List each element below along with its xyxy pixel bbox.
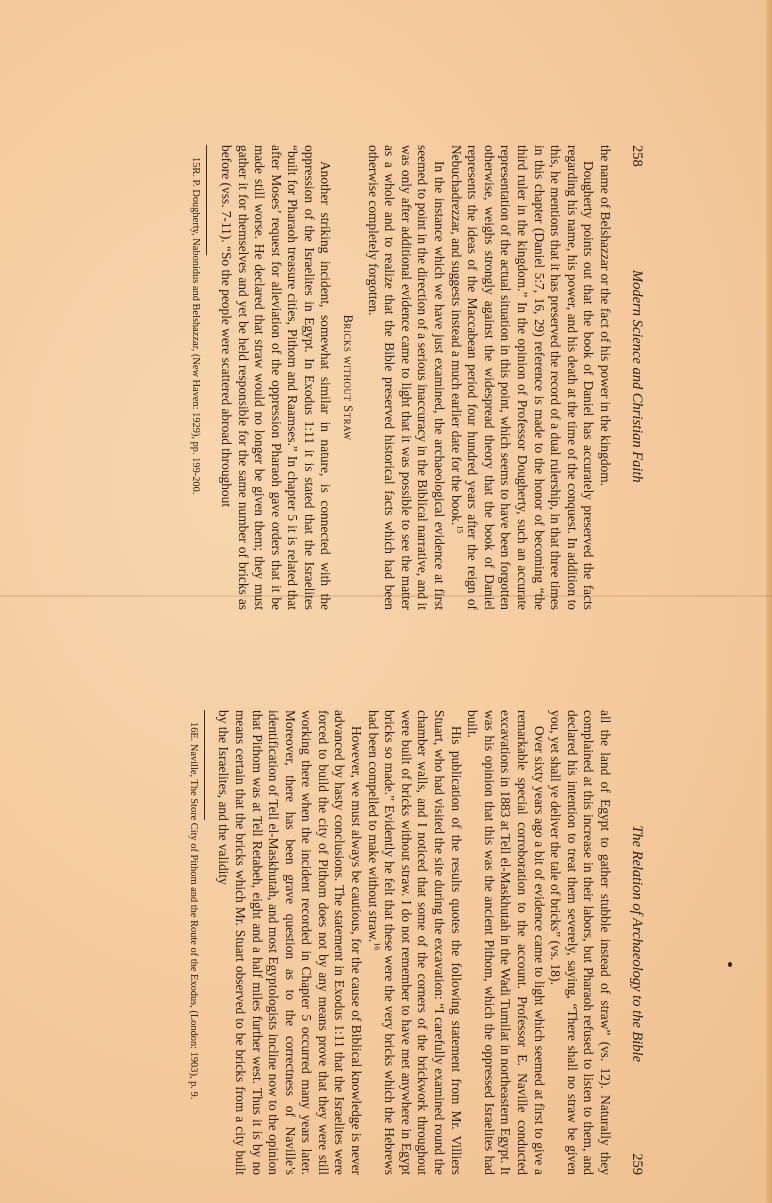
footnote-rule	[206, 145, 207, 255]
book-spread	[65, 145, 645, 1175]
paragraph: In the instance which we have just examined, the archaeological evidence at first seemed to point in the direction of a serious inaccuracy in the Biblical narrative, and it was only after additional evidence came to light that it was possible to see the matter as a whole and to realize that the Bible preserved historical facts which had been otherwise completely forgotten.	[365, 145, 448, 610]
section-heading: Bricks without Straw	[341, 314, 356, 441]
paragraph: all the land of Egypt to gather stubble instead of straw” (vs. 12). Naturally they complained at this increase in their labors, but Pharaoh refused to listen to them, and declared his intention to treat them severely, saying, “There shall no straw be given you, yet shall ye deliver the tale of bricks” (vs. 18).	[548, 710, 613, 1175]
footnote-text: 15R. P. Dougherty, Nabonidus and Belshazzar, (New Haven: 1929), pp. 199-200.	[190, 157, 202, 495]
footnote-marker: 15	[455, 525, 465, 534]
right-page-body	[215, 710, 613, 1175]
paragraph-text: His publication of the results quotes the following statement from Mr. Villiers Stuart, who had visited the site during the excavation: “I carefully examined round the chamber walls, and I noticed that some of the corners of the brickwork throughout were built of bricks without straw. I do not remember to have met anywhere in Egypt bricks so made.” Evidently he felt that these were the very bricks which the Hebrews had been compelled to make without straw.	[365, 710, 464, 1175]
footnote-text: 16E. Naville, The Store City of Pithom and the Route of the Exodus, (London: 1903), p. 9.	[187, 722, 199, 1100]
footnote-marker: 16	[372, 942, 382, 951]
right-page-header	[623, 710, 645, 1175]
paper-edge	[766, 0, 772, 1203]
ink-speck	[728, 962, 732, 967]
page-number: 258	[629, 145, 645, 167]
paragraph: Another striking incident, somewhat similar in nature, is connected with the oppression of the Israelites in Egypt. In Exodus 1:11 it is stated that the Israelites “built for Pharaoh treasure cities, Pithom and Raamses.” In chapter 5 it is related that after Moses’ request for alleviation of the oppression Pharaoh gave orders that it be made still worse. He declared that straw would no longer be given them; they must gather it for themselves and yet be held responsible for the same number of bricks as before (vss. 7-11). “So the people were scattered abroad throughout	[218, 145, 334, 610]
running-head: Modern Science and Christian Faith	[629, 270, 645, 483]
footnote	[189, 145, 202, 610]
paragraph	[447, 145, 596, 610]
page-number: 259	[629, 1153, 645, 1175]
paragraph	[364, 710, 464, 1175]
left-page-body	[217, 145, 613, 610]
paragraph: Over sixty years ago a bit of evidence came to light which seemed at first to give a remarkable special corroboration to the account. Professor E. Naville conducted excavations in 1883 at Tell el-Maskhutah in the Wadi Tumilat in northeastern Egypt. It was his opinion that this was the ancient Pithom, which the oppressed Israelites had built.	[465, 710, 547, 1175]
paragraph: the name of Belshazzar or the fact of his power in the kingdom.	[598, 145, 613, 486]
paragraph-text: Dougherty points out that the book of Daniel has accurately preserved the facts regarding his name, his power, and his death at the time of the conquest. In addition to this, he mentions that it has preserved the record of a dual rulership, in that three times in this chapter (Daniel 5:7, 16, 29) reference is made to the honor of becoming “the third ruler in the kingdom.” In the opinion of Professor Dougherty, such an accurate representation of the actual situation in this point, which seems to have been forgotten otherwise, weighs strongly against the widespread theory that the book of Daniel represents the ideas of the Maccabean period four hundred years after the reign of Nebuchadrezzar, and suggests instead a much earlier date for the book.	[448, 145, 597, 610]
paragraph: However, we must always be cautious, for the cause of Biblical knowledge is never advanced by hasty conclusions. The statement in Exodus 1:11 that the Israelites were forced to build the city of Pithom does not by any means prove that they were still working there when the incident recorded in Chapter 5 occurred many years later. Moreover, there has been grave question as to the correctness of Naville’s identification of Tell el-Maskhutah, and most Egyptologists incline now to the opinion that Pithom was at Tell Retabeh, eight and a half miles further west. Thus it is by no means certain that the bricks which Mr. Stuart observed to be bricks from a city built by the Israelites, and the validity	[216, 710, 365, 1175]
running-head: The Relation of Archaeology to the Bible	[629, 825, 645, 1063]
right-page	[65, 710, 645, 1175]
footnote	[187, 710, 200, 1175]
footnote-rule	[204, 710, 205, 820]
left-page-header	[623, 145, 645, 610]
left-page	[65, 145, 645, 610]
